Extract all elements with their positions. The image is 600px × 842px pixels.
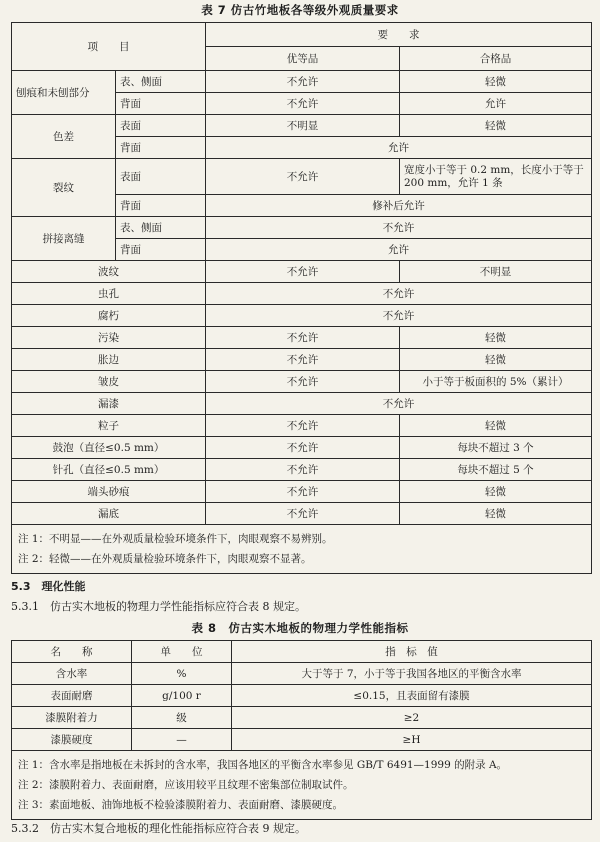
t7-header-item: 项 目 <box>12 23 206 71</box>
t7-header-grade1: 优等品 <box>206 47 400 71</box>
t8-name: 漆膜硬度 <box>12 729 132 751</box>
t7-cell: 每块不超过 3 个 <box>400 437 592 459</box>
t7-cell: 小于等于板面积的 5%（累计） <box>400 371 592 393</box>
t7-cell-span: 不允许 <box>206 305 592 327</box>
t7-cell: 不允许 <box>206 93 400 115</box>
t7-cell-span: 允许 <box>206 137 592 159</box>
t7-cell-span: 不允许 <box>206 393 592 415</box>
t8-value: ≥2 <box>232 707 592 729</box>
t8-note-3: 注 3：素面地板、油饰地板不检验漆膜附着力、表面耐磨、漆膜硬度。 <box>18 799 344 811</box>
t7-cell: 不明显 <box>206 115 400 137</box>
t7-cell: 不允许 <box>206 371 400 393</box>
t8-unit: % <box>132 663 232 685</box>
t7-cell-span: 允许 <box>206 239 592 261</box>
t7-cell: 轻微 <box>400 481 592 503</box>
t7-cell: 轻微 <box>400 503 592 525</box>
t7-item: 波纹 <box>12 261 206 283</box>
t7-item: 皱皮 <box>12 371 206 393</box>
t7-item: 色差 <box>12 115 116 159</box>
t7-item: 虫孔 <box>12 283 206 305</box>
t7-header-requirement: 要 求 <box>206 23 592 47</box>
t7-item: 漏漆 <box>12 393 206 415</box>
t7-cell: 不允许 <box>206 349 400 371</box>
t8-value: ≥H <box>232 729 592 751</box>
t8-name: 漆膜附着力 <box>12 707 132 729</box>
section-5-3-heading: 5.3 理化性能 <box>11 580 86 593</box>
t7-cell: 不允许 <box>206 459 400 481</box>
t7-sub: 背面 <box>116 239 206 261</box>
t7-cell-span: 不允许 <box>206 217 592 239</box>
t8-header-value: 指 标 值 <box>232 641 592 663</box>
t8-notes <box>12 751 592 820</box>
t7-cell: 不允许 <box>206 159 400 195</box>
t7-sub: 表面 <box>116 115 206 137</box>
table8-caption: 表 8 仿古实木地板的物理力学性能指标 <box>191 621 409 635</box>
t7-cell: 不允许 <box>206 327 400 349</box>
table7 <box>11 22 592 574</box>
t7-item: 污染 <box>12 327 206 349</box>
t7-header-grade2: 合格品 <box>400 47 592 71</box>
t7-sub: 表面 <box>116 159 206 195</box>
t7-sub: 背面 <box>116 93 206 115</box>
t7-item: 粒子 <box>12 415 206 437</box>
t7-cell: 轻微 <box>400 115 592 137</box>
t8-unit: g/100 r <box>132 685 232 707</box>
section-5-3-2: 5.3.2 仿古实木复合地板的理化性能指标应符合表 9 规定。 <box>11 822 306 835</box>
t8-value: ≤0.15，且表面留有漆膜 <box>232 685 592 707</box>
t8-header-unit: 单 位 <box>132 641 232 663</box>
t7-item: 漏底 <box>12 503 206 525</box>
t7-note-1: 注 1：不明显——在外观质量检验环境条件下，肉眼观察不易辨别。 <box>18 533 333 545</box>
t7-cell: 不允许 <box>206 503 400 525</box>
t8-unit: 级 <box>132 707 232 729</box>
t8-name: 表面耐磨 <box>12 685 132 707</box>
t7-sub: 背面 <box>116 195 206 217</box>
t7-item: 鼓泡（直径≤0.5 mm） <box>12 437 206 459</box>
t7-cell: 每块不超过 5 个 <box>400 459 592 481</box>
t7-note-2: 注 2：轻微——在外观质量检验环境条件下，肉眼观察不显著。 <box>18 553 312 565</box>
t8-name: 含水率 <box>12 663 132 685</box>
t7-item: 刨痕和未刨部分 <box>12 71 116 115</box>
t7-sub: 背面 <box>116 137 206 159</box>
t7-cell: 不允许 <box>206 261 400 283</box>
t7-cell: 不允许 <box>206 437 400 459</box>
t8-unit: — <box>132 729 232 751</box>
t7-cell: 不明显 <box>400 261 592 283</box>
t7-item: 拼接离缝 <box>12 217 116 261</box>
table7-caption: 表 7 仿古竹地板各等级外观质量要求 <box>201 3 399 17</box>
t7-cell: 宽度小于等于 0.2 mm，长度小于等于 200 mm，允许 1 条 <box>400 159 592 195</box>
t7-item: 针孔（直径≤0.5 mm） <box>12 459 206 481</box>
section-5-3-1: 5.3.1 仿古实木地板的物理力学性能指标应符合表 8 规定。 <box>11 600 306 613</box>
t7-sub: 表、侧面 <box>116 71 206 93</box>
t7-cell: 不允许 <box>206 481 400 503</box>
t7-cell: 轻微 <box>400 349 592 371</box>
t7-sub: 表、侧面 <box>116 217 206 239</box>
t7-cell: 不允许 <box>206 71 400 93</box>
t8-header-name: 名 称 <box>12 641 132 663</box>
t7-notes <box>12 525 592 574</box>
t8-note-1: 注 1：含水率是指地板在未拆封的含水率，我国各地区的平衡含水率参见 GB/T 6491—1999 的附录 A。 <box>18 759 508 771</box>
t8-note-2: 注 2：漆膜附着力、表面耐磨，应该用较平且纹理不密集部位制取试件。 <box>18 779 354 791</box>
t7-cell: 轻微 <box>400 71 592 93</box>
t7-item: 腐朽 <box>12 305 206 327</box>
table8 <box>11 640 592 820</box>
t7-item: 端头砂痕 <box>12 481 206 503</box>
t7-cell: 轻微 <box>400 327 592 349</box>
t8-value: 大于等于 7，小于等于我国各地区的平衡含水率 <box>232 663 592 685</box>
t7-cell: 允许 <box>400 93 592 115</box>
t7-item: 胀边 <box>12 349 206 371</box>
t7-item: 裂纹 <box>12 159 116 217</box>
t7-cell: 轻微 <box>400 415 592 437</box>
t7-cell-span: 修补后允许 <box>206 195 592 217</box>
t7-cell-span: 不允许 <box>206 283 592 305</box>
t7-cell: 不允许 <box>206 415 400 437</box>
